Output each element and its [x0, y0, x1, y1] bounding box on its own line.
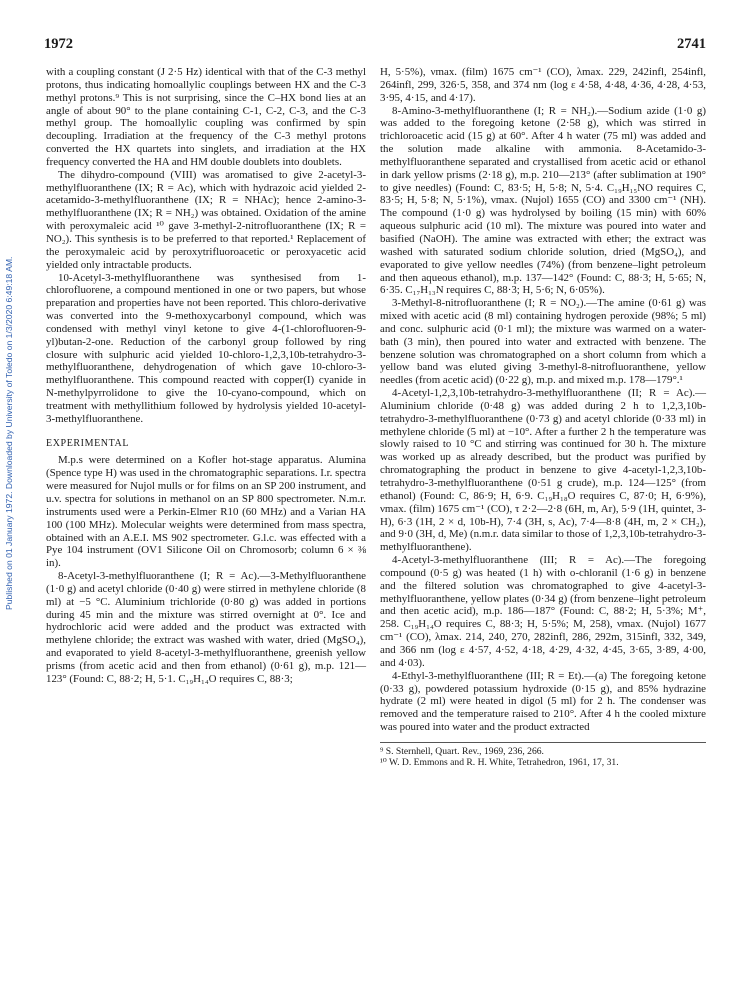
- footnotes: [380, 742, 706, 769]
- footnote: ⁹ S. Sternhell, Quart. Rev., 1969, 236, 266.: [380, 745, 544, 757]
- paragraph: M.p.s were determined on a Kofler hot-stage apparatus. Alumina (Spence type H) was used in the chromatographic separations. I.r. spectra were measured for Nujol mulls or for films on an SP 200 instrument, and u.v. spectra for solutions in methanol on an SP 800 spectrometer. N.m.r. instruments used were a Perkin-Elmer R10 (60 MHz) and a Varian HA 100 (100 MHz). Molecular weights were determined from mass spectra, obtained with an A.E.I. MS 902 spectrometer. G.l.c. was effected with a Pye 104 instrument (OV1 Silicone Oil on Chromosorb; column 6 × ⅜ in).: [46, 454, 366, 570]
- paragraph: The dihydro-compound (VIII) was aromatised to give 2-acetyl-3-methylfluoranthene (IX; R = Ac), which with hydrazoic acid yielded 2-acetamido-3-methylfluoranthene (IX; R = NHAc); hence 2-amino-3-methylfluoranthene (IX; R = NH₂) was obtained. Oxidation of the amine with peroxymaleic acid ¹⁰ gave 3-methyl-2-nitrofluoranthene (IX; R = NO₂). This synthesis is to be preferred to that reported.¹ Replacement of the peroxymaleic acid by peroxytrifluoroacetic or peroxyacetic acid yielded only intractable products.: [46, 168, 366, 271]
- footnote: ¹⁰ W. D. Emmons and R. H. White, Tetrahedron, 1961, 17, 31.: [380, 757, 619, 769]
- paragraph: 4-Acetyl-1,2,3,10b-tetrahydro-3-methylfluoranthene (II; R = Ac).—Aluminium chloride (0·48 g) was added during 2 h to 1,2,3,10b-tetrahydro-3-methylfluoranthene (0·73 g) and acetyl chloride (0·33 ml) in methylene chloride (5 ml) at −10°. After a further 2 h the temperature was slowly raised to 10 °C and stirring was continued for 30 h. The mixture was worked up as already described, but the product was purified by chromatographing the product in benzene to give 4-acetyl-1,2,3,10b-tetrahydro-3-methylfluoranthene (0·51 g crude), m.p. 124—125° (from ethanol) (Found: C, 86·9; H, 6·9. C₁₉H₁₈O requires C, 87·0; H, 6·9%), νmax. (film) 1675 cm⁻¹ (CO), τ 2·2—2·8 (6H, m, Ar), 5·9 (1H, quintet, 3-H), 6·3 (1H, 2 × d, 10b-H), 7·4 (3H, s, Ac), 7·4—8·8 (4H, m, 2 × CH₂), and 9·0 (3H, d, Me) (n.m.r. data similar to those of 1,2,3,10b-tetrahydro-3-methylfluoranthene).: [380, 387, 706, 554]
- paragraph: 4-Acetyl-3-methylfluoranthene (III; R = Ac).—The foregoing compound (0·5 g) was heated (1 h) with o-chloranil (1·6 g) in benzene and the filtered solution was chromatographed to give 4-acetyl-3-methylfluoranthene, yellow plates (0·34 g) (from benzene–light petroleum and then acetic acid), m.p. 186—187° (Found: C, 88·2; H, 5·3%; M⁺, 258. C₁₉H₁₄O requires C, 88·3; H, 5·5%; M, 258), νmax. (Nujol) 1677 cm⁻¹ (CO), λmax. 214, 240, 270, 282infl, 286, 292m, 315infl, 332, 349, and 366 nm (log ε 4·57, 4·52, 4·18, 4·29, 4·32, 4·45, 3·65, 3·89, 4·00, and 4·03).: [380, 554, 706, 669]
- paragraph: 10-Acetyl-3-methylfluoranthene was synthesised from 1-chlorofluorene, a compound mentioned in one or two papers, but whose preparation and properties have not been reported. This chloro-derivative was converted into the 9-methoxycarbonyl compound, which was condensed with methyl vinyl ketone to give 4-(1-chlorofluoren-9-yl)butan-2-one. Reduction of the carbonyl group followed by ring closure with sulphuric acid yielded 10-chloro-1,2,3,10b-tetrahydro-3-methylfluoranthene, dehydrogenation of which gave 10-chloro-3-methylfluoranthene. This compound reacted with copper(I) cyanide in N-methylpyrrolidone to give the 10-cyano-compound, which on treatment with methyllithium followed by hydrolysis yielded 10-acetyl-3-methylfluoranthene.: [46, 271, 366, 425]
- section-heading: EXPERIMENTAL: [46, 437, 130, 449]
- journal-year: 1972: [44, 36, 73, 52]
- paragraph: 3-Methyl-8-nitrofluoranthene (I; R = NO₂).—The amine (0·61 g) was mixed with acetic acid (8 ml) containing hydrogen peroxide (98%; 5 ml) and conc. sulphuric acid (0·1 ml); the mixture was warmed on a water-bath (3 min), then poured into water and extracted with benzene. The benzene solution was chromatographed on a short column from which a yellow band was eluted giving 3-methyl-8-nitrofluoranthene, yellow needles (from acetic acid) (0·22 g), m.p. and mixed m.p. 178—179°.¹: [380, 297, 706, 387]
- paragraph: 8-Amino-3-methylfluoranthene (I; R = NH₂).—Sodium azide (1·0 g) was added to the foregoing ketone (2·58 g), which was stirred in trichloroacetic acid (15 g) at 60°. After 4 h water (75 ml) was added and the solution made alkaline with ammonia. 8-Acetamido-3-methylfluoranthene separated and crystallised from acetic acid or ethanol in dark yellow prisms (2·18 g), m.p. 210—213° (after sublimation at 190° to give needles) (Found: C, 83·5; H, 5·8; N, 5·4. C₁₉H₁₅NO requires C, 83·5; H, 5·8; N, 5·1%), νmax. (Nujol) 1655 (CO) and 3300 cm⁻¹ (NH). The compound (1·0 g) was hydrolysed by boiling (15 min) with 60% aqueous sulphuric acid (10 ml). The mixture was poured into water and basified (NaOH). The amine was extracted with ether; the extract was washed with saturated sodium chloride solution, dried (MgSO₄), and evaporated to give yellow needles (74%) (from benzene–light petroleum and then aqueous ethanol), m.p. 137—142° (Found: C, 88·3; H, 5·65; N, 6·35. C₁₇H₁₃N requires C, 88·3; H, 5·6; N, 6·05%).: [380, 104, 706, 297]
- paragraph: H, 5·5%), νmax. (film) 1675 cm⁻¹ (CO), λmax. 229, 242infl, 254infl, 264infl, 299, 326·5, 358, and 374 nm (log ε 4·58, 4·48, 4·36, 4·28, 4·53, 3·95, 4·15, and 4·17).: [380, 66, 706, 104]
- download-notice[interactable]: Published on 01 January 1972. Downloaded by University of Toledo on 1/3/2020 6:49:18 AM.: [4, 256, 14, 610]
- paragraph: 4-Ethyl-3-methylfluoranthene (III; R = Et).—(a) The foregoing ketone (0·33 g), powdered potassium hydroxide (0·15 g), and 85% hydrazine hydrate (2 ml) were heated in digol (5 ml) for 2 h. The condenser was removed and the temperature raised to 210°. After 4 h the cooled mixture was poured into water and the product extracted: [380, 669, 706, 734]
- paragraph: 8-Acetyl-3-methylfluoranthene (I; R = Ac).—3-Methylfluoranthene (1·0 g) and acetyl chloride (0·40 g) were stirred in methylene chloride (8 ml) at −5 °C. Aluminium trichloride (0·80 g) was added in portions during 45 min and the mixture was stirred overnight at 0°. Ice and hydrochloric acid were added and the product was extracted with methylene chloride; the extract was washed with water, dried (MgSO₄), and evaporated to yield 8-acetyl-3-methylfluoranthene, greenish yellow prisms (from acetic acid and then from ethanol) (0·61 g), m.p. 121—123° (Found: C, 88·2; H, 5·1. C₁₉H₁₄O requires C, 88·3;: [46, 570, 366, 685]
- page-header: [44, 36, 706, 58]
- paragraph: with a coupling constant (J 2·5 Hz) identical with that of the C-3 methyl protons, thus indicating homoallylic couplings between HX and the C-3 methyl protons.⁹ This is not surprising, since the C–HX bond lies at an angle of about 90° to the plane containing C-1, C-2, C-3, and the C-3 methyl group. The homoallylic coupling was confirmed by spin decoupling. Irradiation at the frequency of the C-3 methyl protons converted the HX quartets into singlets, and irradiation at the HX frequency converted the HA and HM double doublets into doublets.: [46, 66, 366, 168]
- page-number: 2741: [677, 36, 706, 52]
- right-column: [380, 66, 706, 769]
- left-column: [46, 66, 366, 686]
